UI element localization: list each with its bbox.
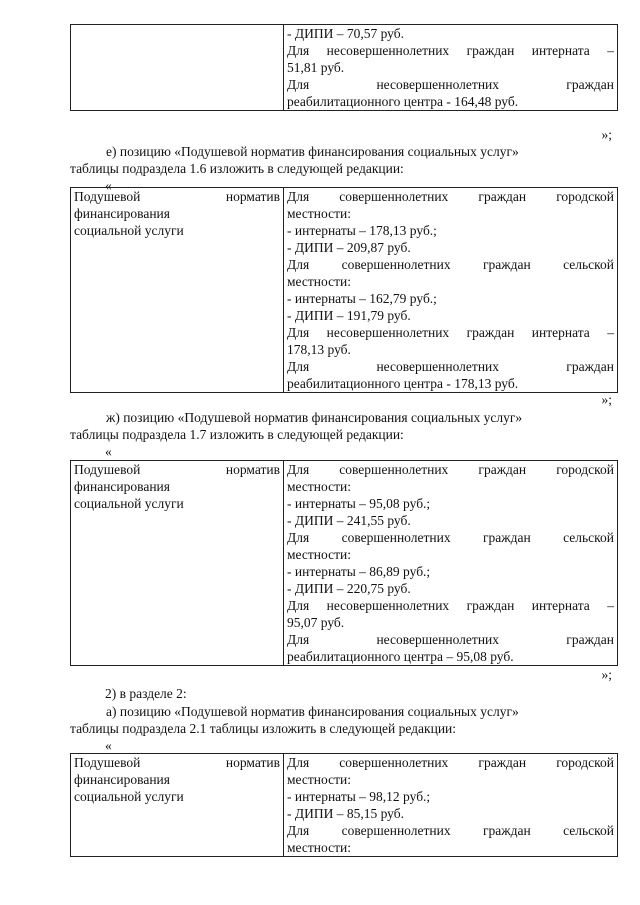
- cell-line: - ДИПИ – 241,55 руб.: [287, 513, 411, 528]
- cell-line: реабилитационного центра - 178,13 руб.: [287, 376, 519, 391]
- cell-line: Для несовершеннолетних граждан: [287, 632, 614, 647]
- cell-line: Для совершеннолетних граждан сельской: [287, 823, 614, 838]
- paragraph-e-line1: е) позицию «Подушевой норматив финансирования социальных услуг»: [106, 144, 519, 159]
- paragraph-e-line2: таблицы подраздела 1.6 изложить в следующей редакции:: [70, 161, 404, 176]
- cell-line: - интернаты – 98,12 руб.;: [287, 789, 431, 804]
- cell-line: Подушевой норматив: [74, 462, 280, 477]
- cell-line: Для совершеннолетних граждан городской: [287, 189, 614, 204]
- cell-line: 51,81 руб.: [287, 60, 345, 75]
- cell-line: - интернаты – 162,79 руб.;: [287, 291, 437, 306]
- cell-line: Для несовершеннолетних граждан: [287, 77, 614, 92]
- cell-line: Для несовершеннолетних граждан интерната –: [287, 598, 614, 613]
- cell-line: - ДИПИ – 209,87 руб.: [287, 240, 411, 255]
- label-cell: [71, 461, 284, 666]
- value-cell: [284, 754, 618, 857]
- table-row: [71, 461, 618, 666]
- cell-line: Для совершеннолетних граждан сельской: [287, 257, 614, 272]
- label-cell: [71, 25, 284, 111]
- cell-line: - интернаты – 86,89 руб.;: [287, 564, 431, 579]
- table-continuation: [70, 24, 618, 111]
- cell-line: 95,07 руб.: [287, 615, 345, 630]
- closing-quote: »;: [601, 127, 612, 142]
- cell-line: Для совершеннолетних граждан городской: [287, 755, 614, 770]
- cell-line: - ДИПИ – 70,57 руб.: [287, 26, 404, 41]
- label-cell: [71, 754, 284, 857]
- cell-line: финансирования: [74, 206, 170, 221]
- cell-line: Для совершеннолетних граждан сельской: [287, 530, 614, 545]
- cell-line: местности:: [287, 274, 351, 289]
- paragraph-a-line1: а) позицию «Подушевой норматив финансирования социальных услуг»: [106, 704, 519, 719]
- cell-line: Для несовершеннолетних граждан интерната –: [287, 43, 614, 58]
- value-cell: [284, 25, 618, 111]
- cell-line: - интернаты – 178,13 руб.;: [287, 223, 437, 238]
- table-subsection-2-1: [70, 753, 618, 857]
- opening-quote: «: [105, 738, 112, 753]
- table-row: [71, 188, 618, 393]
- cell-line: местности:: [287, 547, 351, 562]
- cell-line: - ДИПИ – 191,79 руб.: [287, 308, 411, 323]
- paragraph-zh-line2: таблицы подраздела 1.7 изложить в следующей редакции:: [70, 427, 404, 442]
- table-subsection-1-7: [70, 460, 618, 666]
- opening-quote: «: [105, 444, 112, 459]
- closing-quote: »;: [601, 392, 612, 407]
- cell-line: Подушевой норматив: [74, 189, 280, 204]
- cell-line: социальной услуги: [74, 789, 184, 804]
- label-cell: [71, 188, 284, 393]
- cell-line: Для совершеннолетних граждан городской: [287, 462, 614, 477]
- section-heading: 2) в разделе 2:: [105, 686, 187, 701]
- cell-line: местности:: [287, 840, 351, 855]
- cell-line: Для несовершеннолетних граждан: [287, 359, 614, 374]
- cell-line: местности:: [287, 772, 351, 787]
- cell-line: - интернаты – 95,08 руб.;: [287, 496, 431, 511]
- cell-line: финансирования: [74, 772, 170, 787]
- cell-line: реабилитационного центра - 164,48 руб.: [287, 94, 519, 109]
- paragraph-a-line2: таблицы подраздела 2.1 таблицы изложить в следующей редакции:: [70, 721, 457, 736]
- cell-line: местности:: [287, 479, 351, 494]
- paragraph-e: [70, 143, 610, 177]
- table-row: [71, 25, 618, 111]
- cell-line: Подушевой норматив: [74, 755, 280, 770]
- cell-line: 178,13 руб.: [287, 342, 351, 357]
- cell-line: - ДИПИ – 85,15 руб.: [287, 806, 404, 821]
- cell-line: - ДИПИ – 220,75 руб.: [287, 581, 411, 596]
- table-subsection-1-6: [70, 187, 618, 393]
- cell-line: социальной услуги: [74, 223, 184, 238]
- cell-line: Для несовершеннолетних граждан интерната –: [287, 325, 614, 340]
- cell-line: местности:: [287, 206, 351, 221]
- cell-line: финансирования: [74, 479, 170, 494]
- table-row: [71, 754, 618, 857]
- cell-line: социальной услуги: [74, 496, 184, 511]
- value-cell: [284, 461, 618, 666]
- paragraph-a: [70, 703, 610, 737]
- opening-quote: «: [105, 178, 112, 193]
- paragraph-zh-line1: ж) позицию «Подушевой норматив финансирования социальных услуг»: [106, 410, 523, 425]
- closing-quote: »;: [601, 667, 612, 682]
- cell-line: реабилитационного центра – 95,08 руб.: [287, 649, 514, 664]
- value-cell: [284, 188, 618, 393]
- paragraph-zh: [70, 409, 610, 443]
